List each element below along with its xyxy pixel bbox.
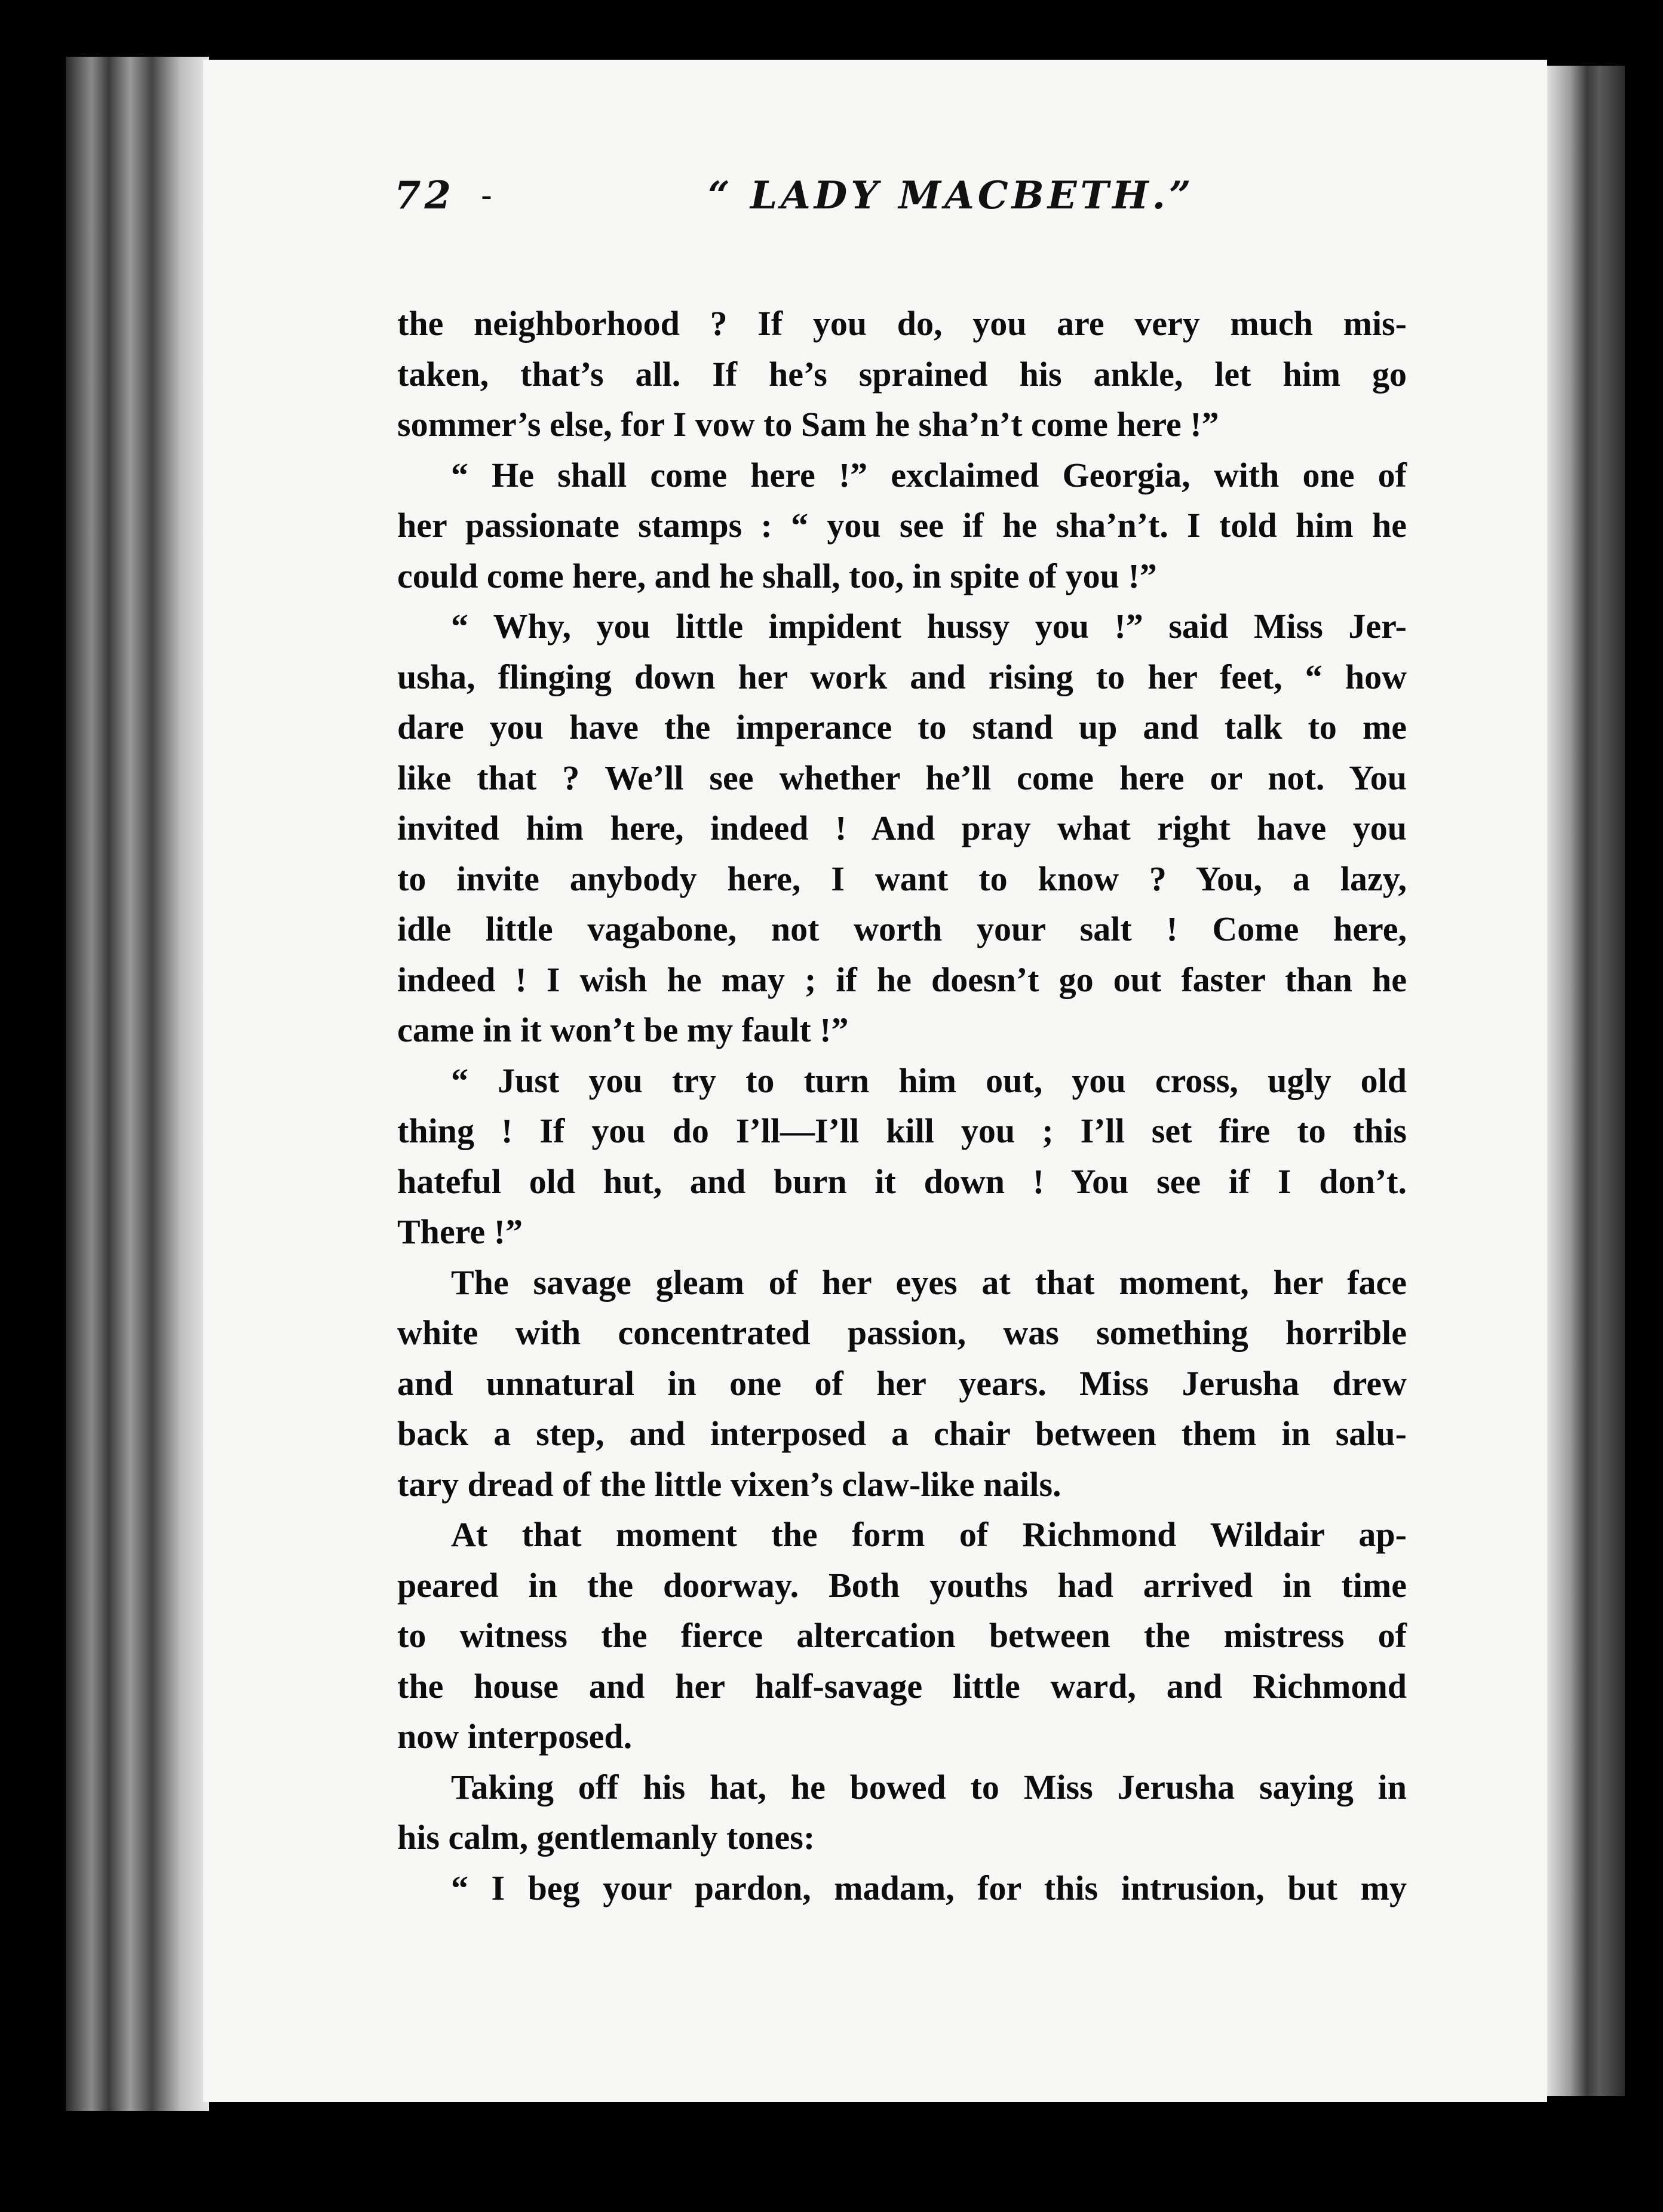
text-line: back a step, and interposed a chair between them in salu-	[397, 1414, 1407, 1453]
text-line: dare you have the imperance to stand up and talk to me	[397, 708, 1407, 746]
text-line: and unnatural in one of her years. Miss Jerusha drew	[397, 1363, 1407, 1403]
text-line: now interposed.	[397, 1717, 633, 1756]
body-text	[397, 299, 1407, 1913]
text-line: her passionate stamps : “ you see if he sha’n’t. I told him he	[397, 506, 1407, 545]
text-line: Taking off his hat, he bowed to Miss Jerusha saying in	[451, 1767, 1407, 1807]
text-line: idle little vagabone, not worth your salt ! Come here,	[397, 910, 1407, 948]
text-line: taken, that’s all. If he’s sprained his ankle, let him go	[397, 354, 1407, 394]
text-line: The savage gleam of her eyes at that moment, her face	[451, 1262, 1407, 1302]
text-line: came in it won’t be my fault !”	[397, 1010, 849, 1049]
text-line: “ Just you try to turn him out, you cross, ugly old	[451, 1061, 1407, 1100]
text-line: “ He shall come here !” exclaimed Georgia, with one of	[451, 455, 1407, 494]
page-number: 72	[394, 173, 455, 218]
running-title: “ LADY MACBETH.”	[708, 173, 1195, 218]
header-dash: -	[481, 176, 492, 215]
text-line: invited him here, indeed ! And pray what right have you	[397, 809, 1407, 847]
text-line: “ I beg your pardon, madam, for this intrusion, but my	[451, 1868, 1407, 1907]
text-line: hateful old hut, and burn it down ! You see if I don’t.	[397, 1162, 1407, 1201]
text-line: At that moment the form of Richmond Wildair ap-	[451, 1515, 1407, 1554]
text-line: white with concentrated passion, was something horrible	[397, 1313, 1407, 1352]
text-line: to invite anybody here, I want to know ? You, a lazy,	[397, 859, 1407, 898]
text-line: indeed ! I wish he may ; if he doesn’t go out faster than he	[397, 960, 1407, 999]
text-line: the house and her half-savage little ward, and Richmond	[397, 1666, 1407, 1706]
text-line: to witness the fierce altercation between the mistress of	[397, 1616, 1407, 1655]
text-line: usha, flinging down her work and rising to her feet, “ how	[397, 657, 1407, 696]
text-line: There !”	[397, 1212, 523, 1251]
text-line: like that ? We’ll see whether he’ll come here or not. You	[397, 758, 1407, 797]
text-line: thing ! If you do I’ll—I’ll kill you ; I’ll set fire to this	[397, 1111, 1407, 1150]
book-page-edges-left	[66, 57, 209, 2111]
text-line: tary dread of the little vixen’s claw-like nails.	[397, 1464, 1061, 1504]
text-line: could come here, and he shall, too, in spite of you !”	[397, 556, 1157, 595]
book-page-edge-right	[1541, 66, 1625, 2096]
text-line: peared in the doorway. Both youths had arrived in time	[397, 1565, 1407, 1605]
text-line: sommer’s else, for I vow to Sam he sha’n’t come here !”	[397, 405, 1219, 444]
text-line: “ Why, you little impident hussy you !” said Miss Jer-	[451, 607, 1407, 646]
text-line: the neighborhood ? If you do, you are very much mis-	[397, 304, 1407, 343]
text-line: his calm, gentlemanly tones:	[397, 1818, 815, 1857]
